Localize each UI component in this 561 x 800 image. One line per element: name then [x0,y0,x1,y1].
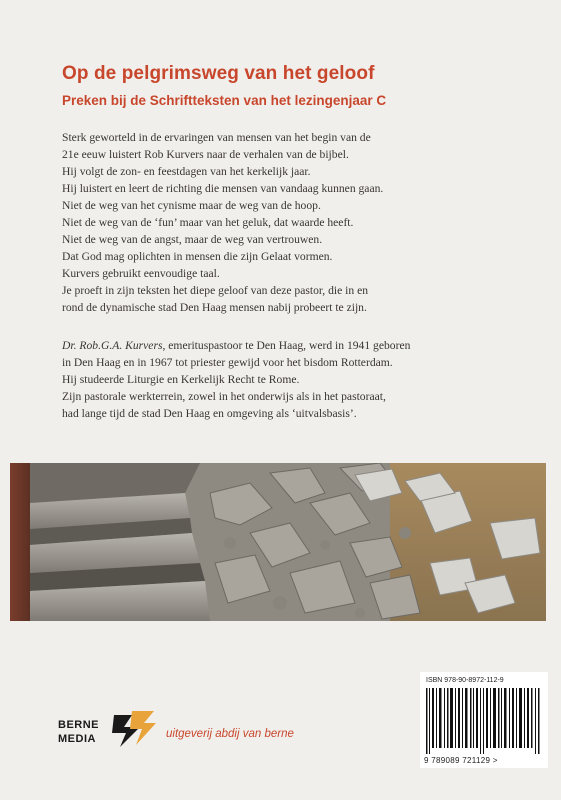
logo-mark-icon [110,709,158,749]
author-name: Dr. Rob.G.A. Kurvers [62,339,163,352]
author-bio [62,337,532,422]
barcode-box [420,672,548,768]
publisher-name: uitgeverij abdij van berne [166,728,294,740]
book-title: Op de pelgrimsweg van het geloof [62,63,375,84]
logo-line2: MEDIA [58,733,96,745]
berne-media-logo [58,705,168,755]
bio-line: Hij studeerde Liturgie en Kerkelijk Recht te Rome. [62,373,300,386]
blurb-line: Sterk geworteld in de ervaringen van mensen van het begin van de [62,131,371,144]
blurb-line: 21e eeuw luistert Rob Kurvers naar de verhalen van de bijbel. [62,148,349,161]
blurb-line: Kurvers gebruikt eenvoudige taal. [62,267,220,280]
stone-path-photo [10,463,546,621]
blurb-line: Hij volgt de zon- en feestdagen van het kerkelijk jaar. [62,165,311,178]
barcode-digits: 9 789089 721129 > [424,756,498,765]
bio-line: Zijn pastorale werkterrein, zowel in het onderwijs als in het pastoraat, [62,390,386,403]
blurb-line: Hij luistert en leert de richting die mensen van vandaag kunnen gaan. [62,182,384,195]
blurb-line: Je proeft in zijn teksten het diepe geloof van deze pastor, die in en [62,284,369,297]
blurb-line: Dat God mag oplichten in mensen die zijn Gelaat vormen. [62,250,333,263]
bio-line: in Den Haag en in 1967 tot priester gewijd voor het bisdom Rotterdam. [62,356,393,369]
isbn-label: ISBN 978-90-8972-112-9 [426,677,504,684]
bio-line: had lange tijd de stad Den Haag en omgeving als ‘uitvalsbasis’. [62,407,357,420]
logo-line1: BERNE [58,719,100,731]
book-subtitle: Preken bij de Schriftteksten van het lezingenjaar C [62,93,387,108]
blurb-paragraph [62,129,522,316]
barcode-icon [426,688,542,754]
blurb-line: Niet de weg van de angst, maar de weg van vertrouwen. [62,233,323,246]
bio-line-rest: , emerituspastoor te Den Haag, werd in 1941 geboren [162,339,411,352]
blurb-line: Niet de weg van de ‘fun’ maar van het geluk, dat waarde heeft. [62,216,354,229]
bio-line [62,337,532,354]
blurb-line: Niet de weg van het cynisme maar de weg van de hoop. [62,199,321,212]
blurb-line: rond de dynamische stad Den Haag mensen nabij probeert te zijn. [62,301,367,314]
